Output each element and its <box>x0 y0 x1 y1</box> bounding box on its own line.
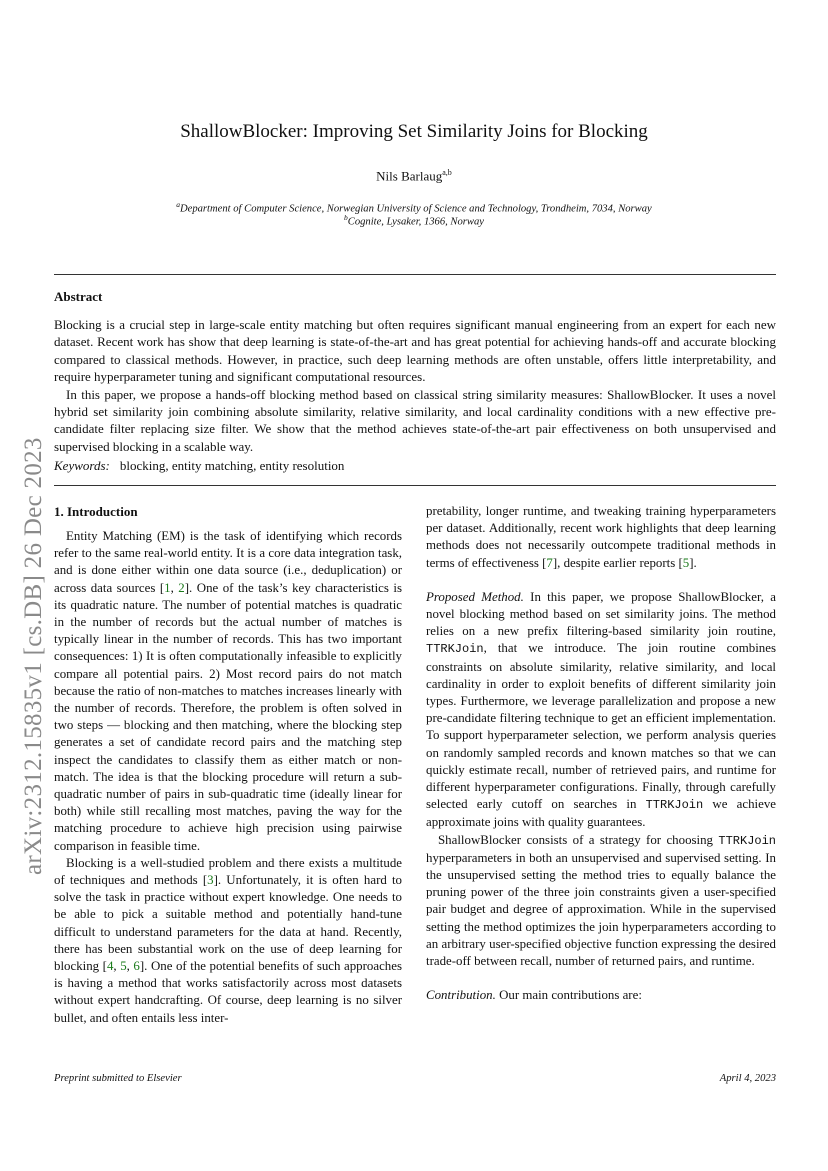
code-ttrkjoin: TTRKJoin <box>718 833 776 848</box>
citation-link[interactable]: 7 <box>546 555 553 570</box>
shallowblocker-paragraph <box>426 832 776 971</box>
author-affiliation-marks: a,b <box>442 168 452 177</box>
text-run: , <box>170 580 179 595</box>
citation-link[interactable]: 5 <box>682 555 690 570</box>
keywords-text: blocking, entity matching, entity resolution <box>119 458 345 473</box>
keywords-label: Keywords: <box>54 458 110 473</box>
text-run: ]. <box>689 555 697 570</box>
author-line <box>55 168 773 184</box>
affiliation-mark: a <box>176 200 180 209</box>
section-heading-introduction: 1. Introduction <box>54 504 138 519</box>
abstract-paragraph-2: In this paper, we propose a hands-off blocking method based on classical string similarity measures: ShallowBlocker. It uses a novel hybrid set similarity join combining absolute similarity, relative similarity, and local cardinality conditions with a new effective pre-candidate filter replacing size filter. We show that the method achieves state-of-the-art pair effectiveness on both unsupervised and supervised blocking in a scalable way. <box>54 386 776 454</box>
code-ttrkjoin: TTRKJoin <box>645 798 704 813</box>
footer-left: Preprint submitted to Elsevier <box>54 1073 182 1084</box>
code-ttrkjoin: TTRKJoin <box>426 642 484 657</box>
paragraph-lead: Proposed Method. <box>426 589 524 604</box>
top-rule <box>54 274 776 275</box>
citation-link[interactable]: 1 <box>164 580 171 595</box>
arxiv-identifier: arXiv:2312.15835v1 [cs.DB] 26 Dec 2023 <box>20 437 47 875</box>
footer-right: April 4, 2023 <box>719 1073 776 1084</box>
text-run: ], despite earlier reports [ <box>552 555 683 570</box>
affiliation-text: Cognite, Lysaker, 1366, Norway <box>347 216 484 228</box>
affiliation-mark: b <box>344 213 348 222</box>
text-run: ]. One of the potential benefits of such approaches is having a method that works satisfactorily across most datasets without expert handcrafting. Of course, deep learning is no silver bullet, and often entails less inter- <box>54 959 402 1025</box>
affiliation-b <box>55 213 773 228</box>
text-run: Entity Matching (EM) is the task of identifying which records refer to the same real-world entity. It is a core data integration task, and is done either within one data source (i.e., deduplication) or across data sources [ <box>54 529 402 595</box>
citation-link[interactable]: 4 <box>106 959 114 974</box>
text-run: hyperparameters in both an unsupervised and supervised setting. In the unsupervised setting the method tries to equally balance the pruning power of the three join constraints given a user-specified pair budget and degree of approximation. While in the supervised setting the method optimizes the join hyperparameters according to an arbitrary user-specified objective function expressing the desired trade-off between recall, number of returned pairs, and runtime. <box>426 850 776 969</box>
text-run: ]. One of the task’s key characteristics is its quadratic nature. The number of potential matches is quadratic in the number of records but the actual number of matches is typically linear in the number of records. This has two important consequences: 1) It is often computationally infeasible to explicitly compare all potential pairs. 2) Most record pairs do not match because the ratio of non-matches to matches increases linearly with the number of records. Therefore, the problem is often solved in two steps — blocking and then matching, where the blocking step generates a set of candidate record pairs and the matching step inspect the candidates to classify them as either match or non-match. The idea is that the blocking procedure will return a sub-quadratic number of pairs in sub-quadratic time (ideally linear for both) while still recalling most matches, paving the way for the matching procedure to achieve high precision using pairwise comparison in feasible time. <box>54 580 402 853</box>
affiliation-text: Department of Computer Science, Norwegian University of Science and Technology, Trondheim, 7034, Norway <box>179 203 652 215</box>
right-column <box>426 503 776 1004</box>
abstract-body <box>54 316 776 455</box>
text-run: ShallowBlocker consists of a strategy for choosing <box>438 832 719 847</box>
separator: , <box>126 959 134 974</box>
left-column <box>54 528 402 1027</box>
abstract-paragraph-1: Blocking is a crucial step in large-scale entity matching but often requires significant manual engineering from an expert for each new dataset. Recent work has show that deep learning is state-of-the-art and has great potential for achieving hands-off and accurate blocking compared to classical methods. However, in practice, such deep learning methods are often unstable, offers little interpretability, and require hyperparameter tuning and significant computational resources. <box>54 317 776 385</box>
text-run: , that we introduce. The join routine combines constraints on absolute similarity, relative similarity, and local cardinality in order to exploit benefits of different similarity join types. Furthermore, we leverage parallelization and propose a new pre-candidate filtering technique to get an efficient implementation. To support hyperparameter selection, we perform analysis queries on randomly sampled records and known matches so that we can quickly estimate recall, number of retrieved pairs, and runtime for different hyperparameter configurations. Finally, through carefully selected early cutoff on searches in <box>426 641 776 812</box>
text-run: In this paper, we propose ShallowBlocker, a novel blocking method based on set similarity joins. The method relies on a new prefix filtering-based similarity join routine, <box>426 589 776 639</box>
intro-paragraph-1 <box>54 528 402 855</box>
separator: , <box>113 959 121 974</box>
text-run: Blocking is a well-studied problem and there exists a multitude of techniques and methods [ <box>54 855 402 888</box>
abstract-bottom-rule <box>54 485 776 486</box>
text-run: pretability, longer runtime, and tweaking training hyperparameters per dataset. Additionally, recent work highlights that deep learning methods does not necessarily outcompete traditional methods in terms of effectiveness [ <box>426 504 776 570</box>
abstract-heading: Abstract <box>54 289 103 304</box>
citation-link[interactable]: 5 <box>120 959 127 974</box>
paper-title: ShallowBlocker: Improving Set Similarity Joins for Blocking <box>180 121 648 142</box>
author-name: Nils Barlaug <box>376 168 443 184</box>
intro-paragraph-2 <box>54 855 402 1027</box>
text-run: we achieve approximate joins with quality guarantees. <box>426 797 776 830</box>
intro-paragraph-continued <box>426 503 776 572</box>
keywords-line <box>54 458 344 474</box>
citation-link[interactable]: 6 <box>133 959 140 974</box>
contribution-paragraph <box>426 987 776 1004</box>
proposed-method-paragraph <box>426 589 776 832</box>
text-run: Our main contributions are: <box>495 988 642 1003</box>
citation-link[interactable]: 2 <box>178 580 185 595</box>
text-run: ]. Unfortunately, it is often hard to solve the task in practice without expert knowledge. One needs to be able to pick a suitable method and potentially hand-tune difficult to understand parameters for the data at hand. Recently, there has been substantial work on the use of deep learning for blocking [ <box>54 873 402 974</box>
arxiv-side-stamp <box>20 360 56 880</box>
paragraph-lead: Contribution. <box>426 988 496 1003</box>
citation-link[interactable]: 3 <box>207 873 214 888</box>
